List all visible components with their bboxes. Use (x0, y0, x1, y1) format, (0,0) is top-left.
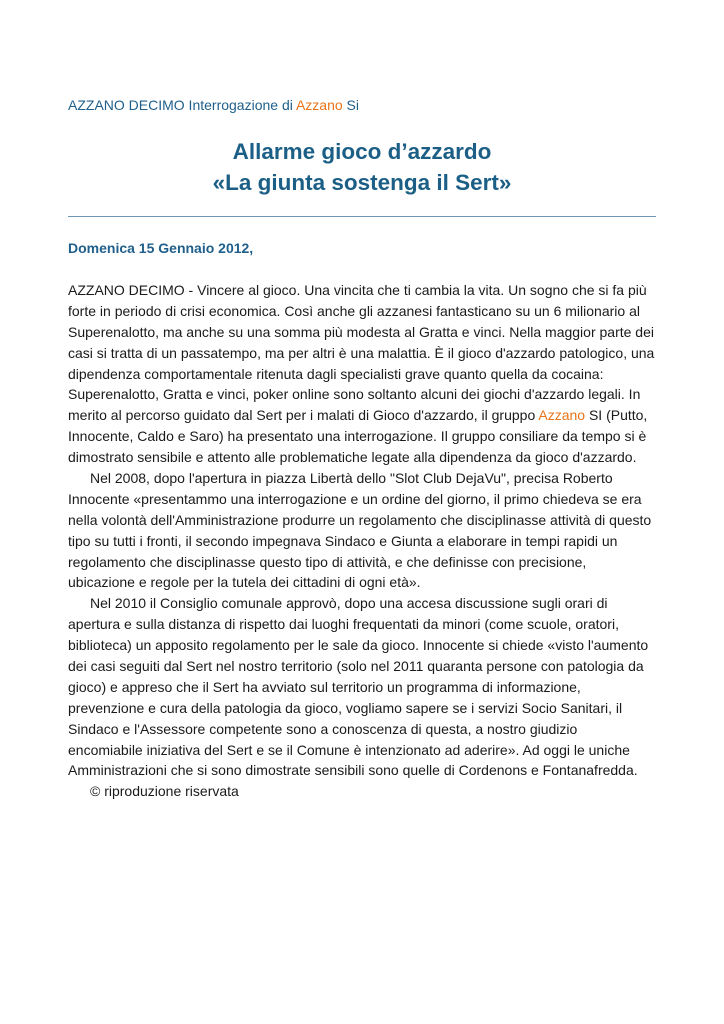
title-line-2: «La giunta sostenga il Sert» (212, 170, 512, 195)
body-line: gioco) e appreso che il Sert ha avviato sul territorio un programma di informazione, (68, 678, 581, 695)
body-line: regolamento che disciplinasse questo tipo di attività, e che definisse con precisione, (68, 553, 587, 570)
title-line-1: Allarme gioco d’azzardo (232, 139, 492, 164)
body-highlight: Azzano (538, 407, 586, 424)
body-line: Innocente «presentammo una interrogazione e un ordine del giorno, il primo chiedeva se era (68, 490, 642, 507)
body-line: dipendenza comportamentale ritenuta dagli specialisti grave quanto quella da cocaina: (68, 365, 604, 382)
body-line: tipo su tutti i fronti, il secondo impegnava Sindaco e Giunta a elaborare in tempi rapidi un (68, 532, 618, 549)
title-divider (68, 216, 656, 217)
body-line: biblioteca) un apposito regolamento per le sale da gioco. Innocente si chiede «visto l'aumento (68, 637, 649, 654)
body-line: apertura e sulla distanza di rispetto dai luoghi frequentati da minori (come scuole, oratori, (68, 616, 619, 633)
body-line: Superenalotto, Gratta e vinci, poker online sono soltanto alcuni dei giochi d'azzardo legali. In (68, 386, 641, 403)
copyright-notice: © riproduzione riservata (90, 783, 239, 800)
body-line-with-highlight (68, 405, 660, 426)
body-line: Innocente, Caldo e Saro) ha presentato una interrogazione. Il gruppo consiliare da tempo si è (68, 428, 647, 445)
body-line: ubicazione e regole per la tutela dei cittadini di ogni età». (68, 574, 421, 591)
body-line: AZZANO DECIMO - Vincere al gioco. Una vincita che ti cambia la vita. Un sogno che si fa più (68, 282, 647, 298)
kicker-suffix: Si (342, 97, 360, 113)
body-line: dei casi seguiti dal Sert nel nostro territorio (solo nel 2011 quaranta persone con patologia da (68, 658, 644, 675)
body-line: encomiabile iniziativa del Sert e se il Comune è intenzionato ad aderire». Ad oggi le uniche (68, 741, 630, 758)
kicker-highlight: Azzano (295, 97, 343, 113)
body-line: forte in periodo di crisi economica. Così anche gli azzanesi fantasticano su un 6 milionario al (68, 302, 640, 319)
article-title (68, 136, 656, 198)
article-kicker (68, 97, 359, 113)
body-line: dimostrato sensibile e attento alle problematiche legate alla dipendenza da gioco d'azzardo. (68, 449, 637, 466)
body-text: SI (Putto, (585, 407, 648, 424)
body-line: Sindaco e l'Assessore competente sono a conoscenza di questa, a nostro giudizio (68, 720, 578, 737)
kicker-prefix: AZZANO DECIMO Interrogazione di (68, 97, 296, 113)
body-line: prevenzione e cura della patologia da gioco, vogliamo sapere se i servizi Socio Sanitari, il (68, 699, 623, 716)
article-dateline: Domenica 15 Gennaio 2012, (68, 240, 254, 256)
body-line: nella volontà dell'Amministrazione produrre un regolamento che disciplinasse attività di questo (68, 511, 652, 528)
body-line: casi si tratta di un passatempo, ma per altri è una malattia. È il gioco d'azzardo patologico, una (68, 344, 655, 361)
article-body (68, 280, 660, 802)
body-line-paragraph-start: Nel 2008, dopo l'apertura in piazza Libertà dello "Slot Club DejaVu", precisa Roberto (90, 470, 613, 487)
body-line-paragraph-start: Nel 2010 il Consiglio comunale approvò, dopo una accesa discussione sugli orari di (90, 595, 608, 612)
body-text: merito al percorso guidato dal Sert per i malati di Gioco d'azzardo, il gruppo (68, 407, 539, 424)
body-line: Superenalotto, ma anche su una somma più modesta al Gratta e vinci. Nella maggior parte dei (68, 323, 654, 340)
body-line: Amministrazioni che si sono dimostrate sensibili sono quelle di Cordenons e Fontanafredda. (68, 762, 638, 779)
